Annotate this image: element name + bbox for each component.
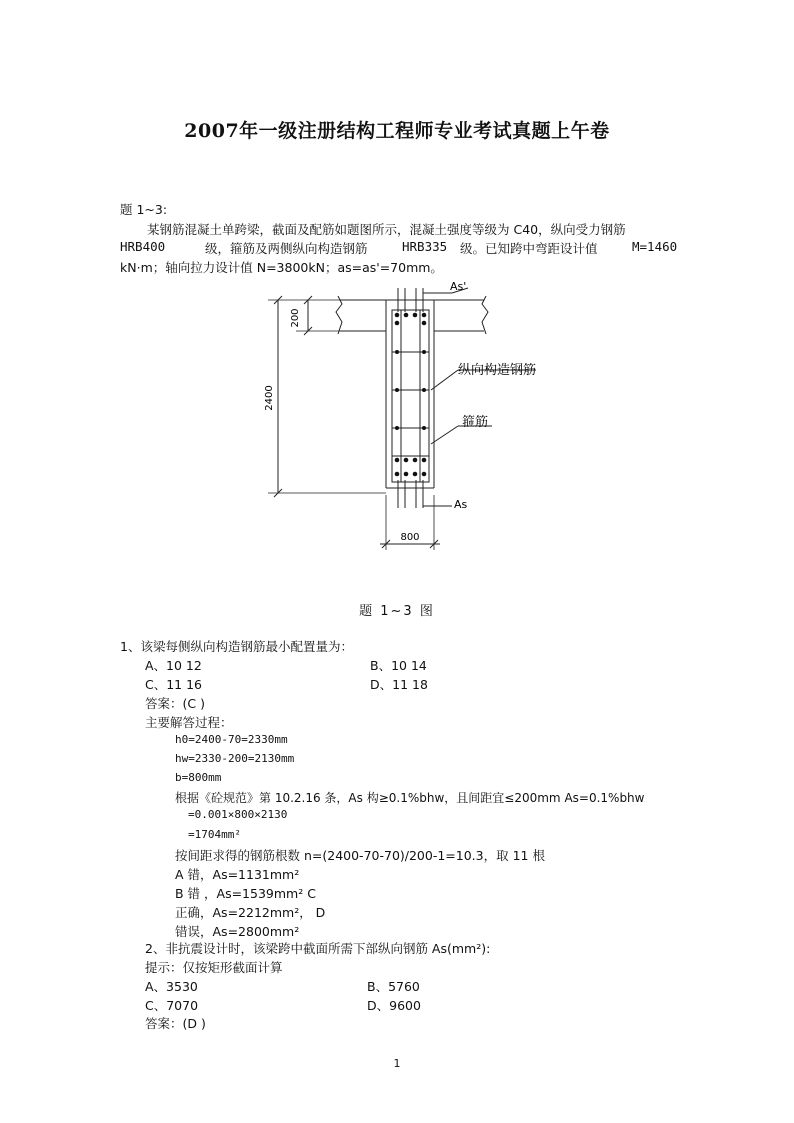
break-mark-right [482,296,488,334]
q2-option-c: C、7070 [145,998,199,1013]
q1-step-5: =0.001×800×2130 [188,808,288,821]
q2-option-a: A、3530 [145,979,198,994]
q2-answer: 答案：(D ) [145,1016,206,1031]
q1-option-b: B、10 14 [370,658,427,673]
label-stirrup: 箍筋 [462,415,489,430]
dim-width-label: 800 [400,532,420,543]
q1-process-label: 主要解答过程： [145,715,233,730]
q1-step-2: hw=2330-200=2130mm [175,752,295,765]
problem-line-2e: M=1460 [632,239,678,254]
label-longitudinal-rebar: 纵向构造钢筋 [458,363,537,378]
problem-header: 题 1~3: [120,202,168,217]
q2-stem: 2、非抗震设计时，该梁跨中截面所需下部纵向钢筋 As(mm²): [145,941,491,956]
label-as-bottom: As [454,498,468,511]
q1-step-7: 按间距求得的钢筋根数 n=(2400-70-70)/200-1=10.3，取 11 根 [175,848,545,863]
q1-step-1: h0=2400-70=2330mm [175,733,288,746]
q1-step-3: b=800mm [175,771,222,784]
page-number: 1 [393,1057,401,1070]
figure-caption: 题 1~3 图 [359,604,435,619]
problem-line-2b: 级，箍筋及两侧纵向构造钢筋 [205,241,368,256]
problem-line-3: kN·m；轴向拉力设计值 N=3800kN；as=as'=70mm。 [120,260,443,275]
problem-line-2a: HRB400 [120,239,166,254]
q1-step-6: =1704mm² [188,828,241,841]
q2-option-b: B、5760 [367,979,420,994]
q1-step-9: B 错 ，As=1539mm² C [175,886,316,901]
q1-step-8: A 错，As=1131mm² [175,867,300,882]
problem-line-2c: HRB335 [402,239,448,254]
q1-step-10: 正确，As=2212mm²， D [175,905,326,920]
q2-hint: 提示：仅按矩形截面计算 [145,960,283,975]
dim-flange-label: 200 [290,308,301,328]
break-mark-left [336,296,342,334]
q1-option-d: D、11 18 [370,677,428,692]
q1-option-c: C、11 16 [145,677,203,692]
page-title: 2007年一级注册结构工程师专业考试真题上午卷 [184,120,610,142]
rebar-dots [395,313,427,477]
dim-height-label: 2400 [264,385,275,411]
q1-step-11: 错误，As=2800mm² [175,924,300,939]
q1-stem: 1、该梁每侧纵向构造钢筋最小配置量为： [120,639,353,654]
label-as-top: As' [450,280,467,293]
q1-step-4: 根据《砼规范》第 10.2.16 条，As 构≥0.1%bhw，且间距宜≤200mm As=0.1%bhw [175,791,645,805]
problem-line-1: 某钢筋混凝土单跨梁，截面及配筋如题图所示，混凝土强度等级为 C40，纵向受力钢筋 [147,222,626,237]
problem-line-2d: 级。已知跨中弯距设计值 [460,241,598,256]
q2-option-d: D、9600 [367,998,421,1013]
q1-answer: 答案：(C ) [145,696,205,711]
q1-option-a: A、10 12 [145,658,202,673]
